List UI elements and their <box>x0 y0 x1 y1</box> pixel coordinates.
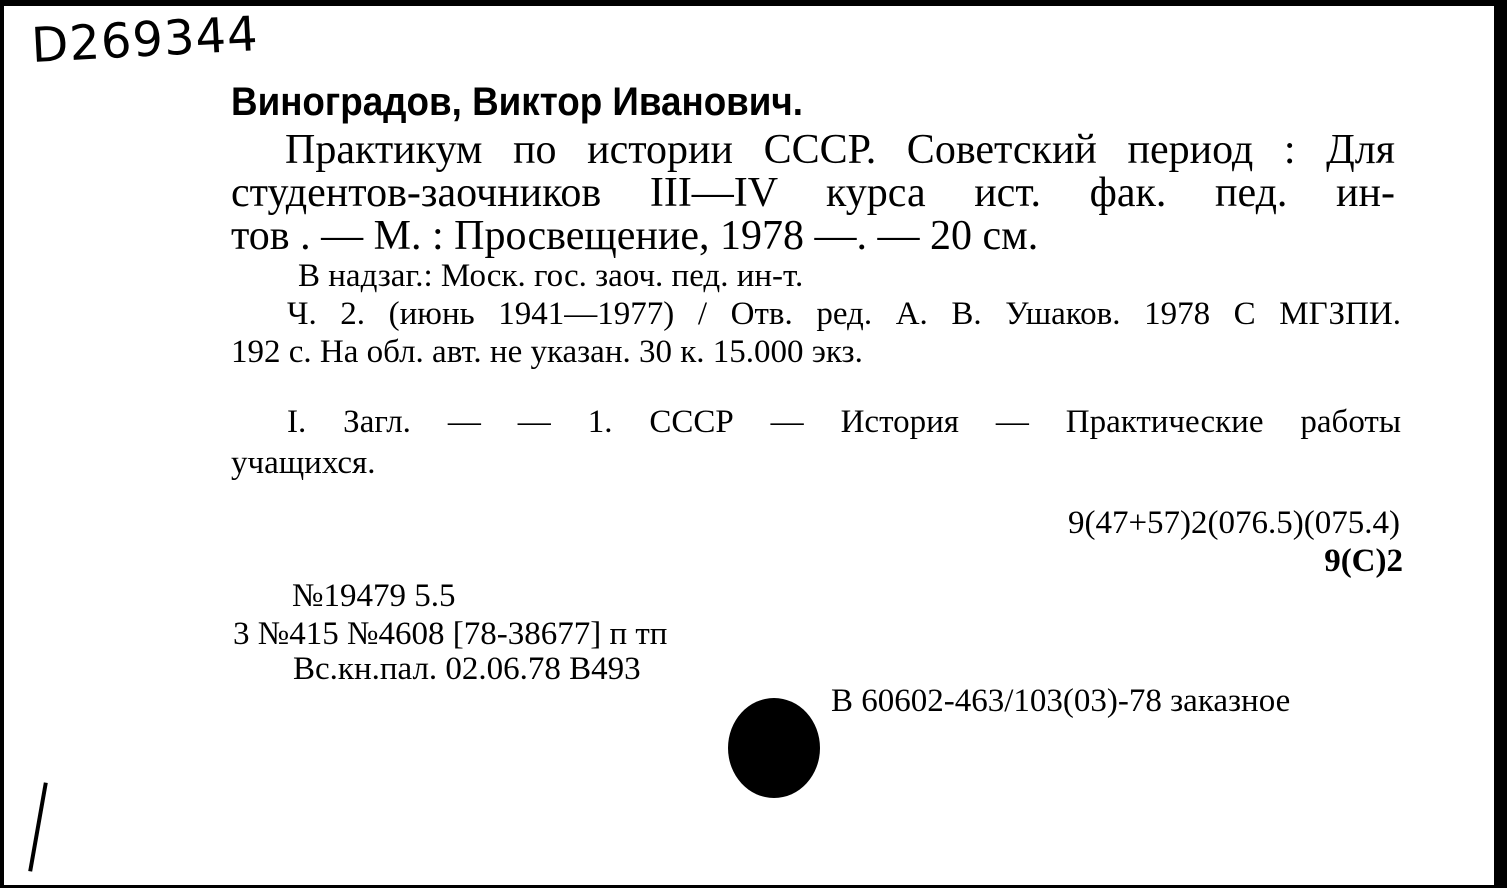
punch-hole <box>728 698 820 798</box>
registry-number-line-2: 3 №415 №4608 [78-38677] п тп <box>233 616 668 652</box>
card-right-edge <box>1494 0 1507 888</box>
title-line-1: Практикум по истории СССР. Советский период : Для <box>285 127 1395 173</box>
part-line-1: Ч. 2. (июнь 1941—1977) / Отв. ред. А. В. Ушаков. 1978 С МГЗПИ. <box>287 296 1401 332</box>
title-line-2: студентов-заочников III—IV курса ист. фак. пед. ин- <box>231 170 1395 216</box>
nadzag-note: В надзаг.: Моск. гос. заоч. пед. ин-т. <box>298 258 804 294</box>
title-line-3: тов . — М. : Просвещение, 1978 —. — 20 см. <box>231 213 1039 259</box>
part-line-2: 192 с. На обл. авт. не указан. 30 к. 15.000 экз. <box>231 334 863 370</box>
pen-mark <box>28 782 48 871</box>
registry-number-line-3: Вс.кн.пал. 02.06.78 В493 <box>293 651 641 687</box>
order-code: В 60602-463/103(03)-78 заказное <box>831 683 1291 719</box>
subject-line-2: учащихся. <box>231 445 376 481</box>
card-top-edge <box>0 0 1507 6</box>
classification-code: 9(47+57)2(076.5)(075.4) <box>1067 505 1400 541</box>
author-heading: Виноградов, Виктор Иванович. <box>231 80 804 124</box>
registry-number-line-1: №19479 5.5 <box>292 578 456 614</box>
subject-line-1: I. Загл. — — 1. СССР — История — Практические работы <box>287 404 1401 440</box>
handwritten-id: D269344 <box>30 6 260 74</box>
card-left-edge <box>0 0 4 888</box>
classification-code-short: 9(С)2 <box>1324 543 1403 579</box>
